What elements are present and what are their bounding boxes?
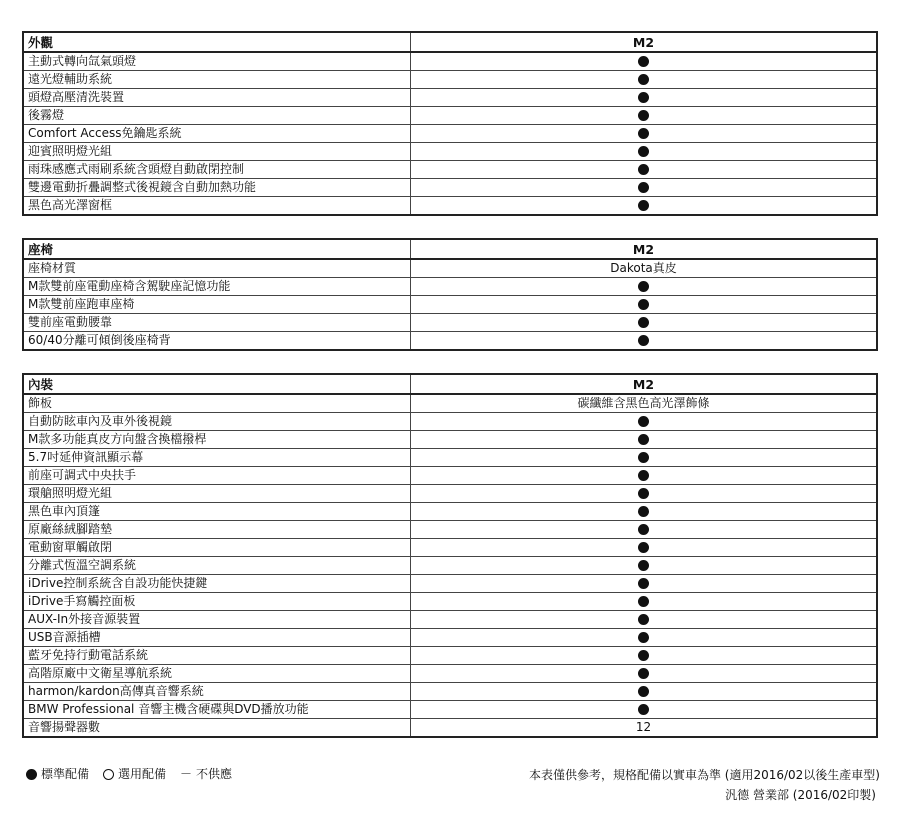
standard-dot-icon (638, 299, 649, 310)
feature-name: 雙邊電動折疊調整式後視鏡含自動加熱功能 (23, 179, 411, 197)
section-header-row (23, 374, 877, 394)
model-header: M2 (411, 239, 878, 259)
value-cell: Dakota真皮 (411, 259, 878, 278)
table-row (23, 259, 877, 278)
table-row (23, 683, 877, 701)
table-row (23, 413, 877, 431)
feature-name: AUX-In外接音源裝置 (23, 611, 411, 629)
feature-name: iDrive手寫觸控面板 (23, 593, 411, 611)
table-row (23, 485, 877, 503)
standard-cell (411, 467, 878, 485)
standard-cell (411, 52, 878, 71)
standard-dot-icon (638, 434, 649, 445)
feature-name: 頭燈高壓清洗裝置 (23, 89, 411, 107)
standard-dot-icon (638, 524, 649, 535)
feature-name: M款雙前座跑車座椅 (23, 296, 411, 314)
standard-dot-icon (638, 578, 649, 589)
table-row (23, 719, 877, 738)
feature-name: harmon/kardon高傳真音響系統 (23, 683, 411, 701)
standard-cell (411, 278, 878, 296)
feature-name: 5.7吋延伸資訊顯示幕 (23, 449, 411, 467)
feature-name: 60/40分離可傾倒後座椅背 (23, 332, 411, 351)
table-row (23, 125, 877, 143)
standard-dot-icon (638, 596, 649, 607)
standard-dot-icon (638, 614, 649, 625)
standard-dot-icon (638, 542, 649, 553)
table-row (23, 161, 877, 179)
standard-dot-icon (26, 769, 37, 780)
feature-name: 雨珠感應式雨刷系統含頭燈自動啟閉控制 (23, 161, 411, 179)
table-row (23, 647, 877, 665)
standard-cell (411, 296, 878, 314)
table-row (23, 557, 877, 575)
table-row (23, 314, 877, 332)
standard-cell (411, 107, 878, 125)
standard-dot-icon (638, 92, 649, 103)
table-row (23, 278, 877, 296)
company-note: 汎德 營業部 (2016/02印製) (725, 788, 876, 802)
table-row (23, 665, 877, 683)
standard-cell (411, 485, 878, 503)
seats-table (22, 238, 878, 351)
legend-unavailable: 不供應 (196, 767, 233, 781)
feature-name: iDrive控制系統含自設功能快捷鍵 (23, 575, 411, 593)
feature-name: M款雙前座電動座椅含駕駛座記憶功能 (23, 278, 411, 296)
feature-name: BMW Professional 音響主機含硬碟與DVD播放功能 (23, 701, 411, 719)
standard-dot-icon (638, 200, 649, 211)
standard-cell (411, 629, 878, 647)
table-row (23, 611, 877, 629)
standard-cell (411, 314, 878, 332)
feature-name: USB音源插槽 (23, 629, 411, 647)
table-row (23, 394, 877, 413)
standard-dot-icon (638, 164, 649, 175)
unavailable-dash-icon: － (180, 767, 193, 781)
table-row (23, 449, 877, 467)
section-title: 內裝 (23, 374, 411, 394)
standard-cell (411, 431, 878, 449)
table-row (23, 593, 877, 611)
standard-cell (411, 701, 878, 719)
legend (26, 766, 232, 782)
standard-dot-icon (638, 110, 649, 121)
standard-cell (411, 557, 878, 575)
optional-ring-icon (103, 769, 114, 780)
interior-table (22, 373, 878, 738)
standard-cell (411, 683, 878, 701)
table-row (23, 431, 877, 449)
standard-dot-icon (638, 470, 649, 481)
standard-cell (411, 665, 878, 683)
feature-name: 座椅材質 (23, 259, 411, 278)
table-row (23, 332, 877, 351)
standard-cell (411, 332, 878, 351)
standard-cell (411, 503, 878, 521)
feature-name: 迎賓照明燈光組 (23, 143, 411, 161)
legend-standard: 標準配備 (41, 767, 90, 781)
table-row (23, 629, 877, 647)
standard-cell (411, 611, 878, 629)
standard-dot-icon (638, 56, 649, 67)
standard-dot-icon (638, 317, 649, 328)
feature-name: 藍牙免持行動電話系統 (23, 647, 411, 665)
table-row (23, 52, 877, 71)
standard-dot-icon (638, 335, 649, 346)
standard-dot-icon (638, 182, 649, 193)
standard-dot-icon (638, 146, 649, 157)
feature-name: 主動式轉向氙氣頭燈 (23, 52, 411, 71)
feature-name: 黑色高光澤窗框 (23, 197, 411, 216)
standard-dot-icon (638, 650, 649, 661)
feature-name: 分離式恆溫空調系統 (23, 557, 411, 575)
standard-cell (411, 125, 878, 143)
table-row (23, 143, 877, 161)
exterior-table (22, 31, 878, 216)
table-row (23, 107, 877, 125)
table-row (23, 521, 877, 539)
feature-name: 環艙照明燈光組 (23, 485, 411, 503)
feature-name: 音響揚聲器數 (23, 719, 411, 738)
standard-cell (411, 521, 878, 539)
table-row (23, 503, 877, 521)
standard-dot-icon (638, 74, 649, 85)
model-header: M2 (411, 32, 878, 52)
feature-name: 飾板 (23, 394, 411, 413)
standard-dot-icon (638, 281, 649, 292)
standard-dot-icon (638, 452, 649, 463)
table-row (23, 89, 877, 107)
standard-cell (411, 575, 878, 593)
table-row (23, 296, 877, 314)
standard-cell (411, 413, 878, 431)
standard-cell (411, 593, 878, 611)
table-row (23, 701, 877, 719)
standard-dot-icon (638, 686, 649, 697)
standard-cell (411, 71, 878, 89)
value-cell: 12 (411, 719, 878, 738)
feature-name: 高階原廠中文衛星導航系統 (23, 665, 411, 683)
table-row (23, 467, 877, 485)
feature-name: 原廠絲絨腳踏墊 (23, 521, 411, 539)
standard-dot-icon (638, 560, 649, 571)
standard-dot-icon (638, 704, 649, 715)
feature-name: 電動窗單觸啟閉 (23, 539, 411, 557)
standard-cell (411, 647, 878, 665)
section-title: 外觀 (23, 32, 411, 52)
standard-dot-icon (638, 488, 649, 499)
table-row (23, 179, 877, 197)
standard-dot-icon (638, 668, 649, 679)
feature-name: 自動防眩車內及車外後視鏡 (23, 413, 411, 431)
standard-cell (411, 539, 878, 557)
standard-cell (411, 179, 878, 197)
standard-cell (411, 449, 878, 467)
disclaimer-note: 本表僅供參考，規格配備以實車為準 (適用2016/02以後生產車型) (528, 768, 880, 782)
table-row (23, 575, 877, 593)
section-title: 座椅 (23, 239, 411, 259)
standard-cell (411, 197, 878, 216)
standard-cell (411, 89, 878, 107)
standard-dot-icon (638, 128, 649, 139)
feature-name: 遠光燈輔助系統 (23, 71, 411, 89)
legend-optional: 選用配備 (118, 767, 167, 781)
table-row (23, 197, 877, 216)
model-header: M2 (411, 374, 878, 394)
feature-name: 黑色車內頂篷 (23, 503, 411, 521)
feature-name: Comfort Access免鑰匙系統 (23, 125, 411, 143)
standard-dot-icon (638, 416, 649, 427)
feature-name: M款多功能真皮方向盤含換檔撥桿 (23, 431, 411, 449)
section-header-row (23, 239, 877, 259)
feature-name: 雙前座電動腰靠 (23, 314, 411, 332)
standard-dot-icon (638, 632, 649, 643)
standard-cell (411, 143, 878, 161)
section-header-row (23, 32, 877, 52)
standard-cell (411, 161, 878, 179)
value-cell: 碳纖維含黑色高光澤飾條 (411, 394, 878, 413)
feature-name: 後霧燈 (23, 107, 411, 125)
table-row (23, 539, 877, 557)
table-row (23, 71, 877, 89)
standard-dot-icon (638, 506, 649, 517)
feature-name: 前座可調式中央扶手 (23, 467, 411, 485)
